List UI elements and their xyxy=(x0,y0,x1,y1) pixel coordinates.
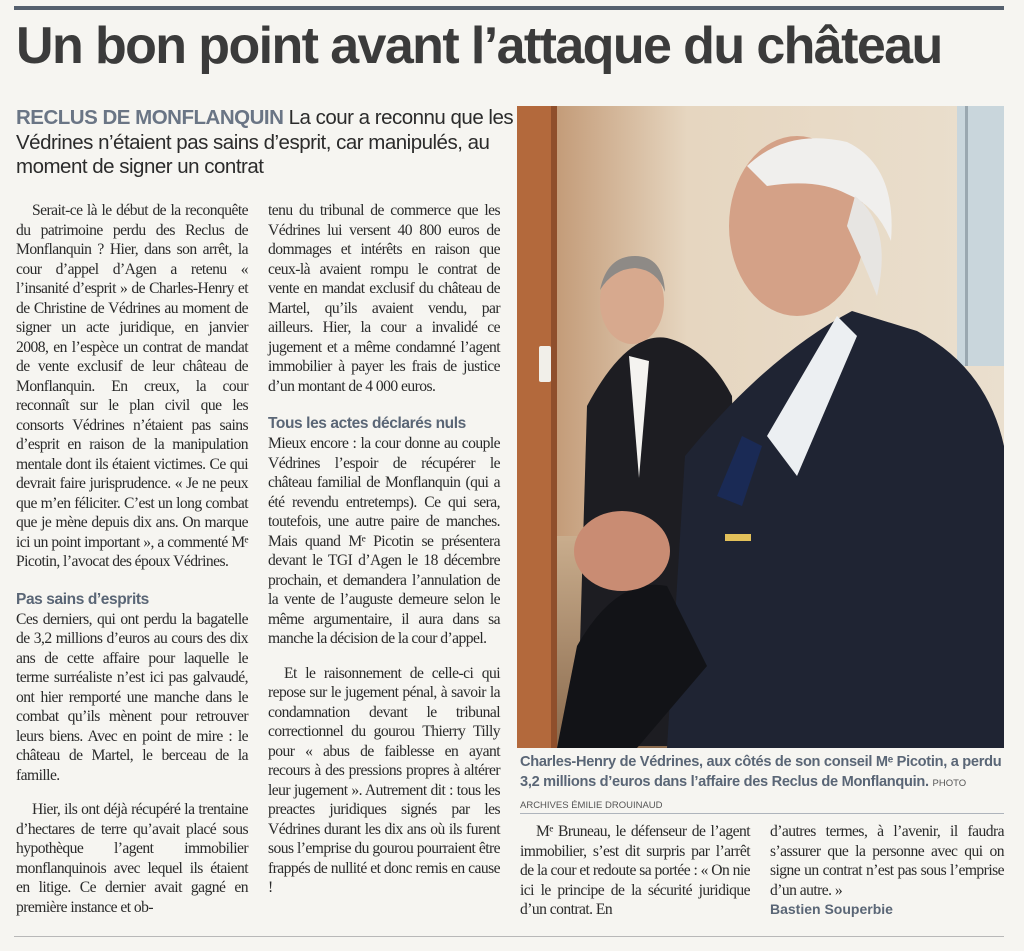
photo-credit: PHOTO ARCHIVES ÉMILIE DROUINAUD xyxy=(520,778,967,811)
caption-text: Charles-Henry de Védrines, aux côtés de son conseil Mᵉ Picotin, a perdu 3,2 millions d’euros dans l’affaire des Reclus de Monflanquin. xyxy=(520,754,1002,790)
photo-caption xyxy=(520,752,1006,816)
bottom-rule xyxy=(14,936,1004,937)
top-rule xyxy=(14,6,1004,10)
paragraph: Ces derniers, qui ont perdu la bagatelle de 3,2 millions d’euros au cours des dix ans de cette affaire pour laquelle le terme surréaliste n’est ici pas galvaudé, ont hier remporté une manche dans le combat qu’ils mènent pour retrouver leurs biens. Avec en point de mire : le château de Martel, le berceau de la famille. xyxy=(16,610,248,784)
paragraph: d’autres termes, à l’avenir, il faudra s’assurer que la personne avec qui on signe un contrat n’est pas sous l’emprise d’un autre. » xyxy=(770,823,1004,899)
paragraph: tenu du tribunal de commerce que les Védrines lui versent 40 800 euros de dommages et intérêts en raison que ceux-là avaient rompu le contrat de vente en mandat exclusif du château de Martel, qu’ils avaient vendu, par ailleurs. Hier, la cour a invalidé ce jugement et a même condamné l’agent immobilier à payer les frais de justice d’un montant de 4 000 euros. xyxy=(268,202,500,395)
article-column-2 xyxy=(268,201,500,898)
author-signature: Bastien Souperbie xyxy=(770,901,893,917)
paragraph: Et le raisonnement de celle-ci qui repose sur le jugement pénal, à savoir la condamnation devant le tribunal correctionnel du gourou Thierry Tilly pour « abus de faiblesse en ayant recours à des pressions propres à altérer leur jugement ». Autrement dit : tous les preactes juridiques signés par les Védrines durant les dix ans où ils furent sous l’emprise du gourou pourraient être frappés de nullité et donc remis en cause ! xyxy=(268,664,500,896)
lead-paragraph xyxy=(16,106,516,180)
article-column-4 xyxy=(770,822,1004,920)
article-photo xyxy=(517,106,1004,748)
lead-kicker: RECLUS DE MONFLANQUIN xyxy=(16,106,284,129)
paragraph: Mieux encore : la cour donne au couple Védrines l’espoir de récupérer le château familial de Monflanquin (qui a été revendu entretemps). Ce qui sera, toutefois, une autre paire de manches. Mais quand Mᵉ Picotin se présentera devant le TGI d’Agen le 18 décembre prochain, et demandera l’annulation de la vente de l’auguste demeure selon le même argumentaire, il aura dans sa manche la décision de la cour d’appel. xyxy=(268,435,500,647)
paragraph: Mᵉ Bruneau, le défenseur de l’agent immobilier, s’est dit surpris par l’arrêt de la cour et redoute sa portée : « On nie ici le principe de la sécurité juridique d’un contrat. En xyxy=(520,823,750,918)
paragraph: Serait-ce là le début de la reconquête du patrimoine perdu des Reclus de Monflanquin ? Hier, dans son arrêt, la cour d’appel d’Agen a retenu « l’insanité d’esprit » de Charles-Henry et de Christine de Védrines au moment de signer un acte juridique, en janvier 2008, en l’espèce un contrat de mandat de vente exclusif de leur château de Monflanquin. En creux, la cour reconnaît sur le plan civil que les consorts Védrines n’étaient pas sains d’esprit en raison de la manipulation mentale dont ils étaient victimes. Ce qui devrait faire jurisprudence. « Je ne peux que m’en féliciter. C’est un long combat que je mène depuis dix ans. On marque ici un point important », a commenté Mᵉ Picotin, l’avocat des époux Védrines. xyxy=(16,202,248,570)
article-column-1 xyxy=(16,201,248,917)
subheading-actes-nuls: Tous les actes déclarés nuls xyxy=(268,415,466,432)
article-column-3 xyxy=(520,822,750,920)
headline: Un bon point avant l’attaque du château xyxy=(16,17,942,75)
lead-text: La cour a reconnu que les Védrines n’étaient pas sains d’esprit, car manipulés, au moment de signer un contrat xyxy=(16,106,514,178)
photo-illustration xyxy=(517,106,1004,748)
paragraph: Hier, ils ont déjà récupéré la trentaine d’hectares de terre qu’avait placé sous hypothèque l’agent immobilier monflanquinois avec lequel ils étaient en litige. Ce dernier avait gagné en première instance et ob- xyxy=(16,801,248,916)
caption-divider xyxy=(520,813,1004,814)
subheading-pas-sains: Pas sains d’esprits xyxy=(16,590,149,608)
